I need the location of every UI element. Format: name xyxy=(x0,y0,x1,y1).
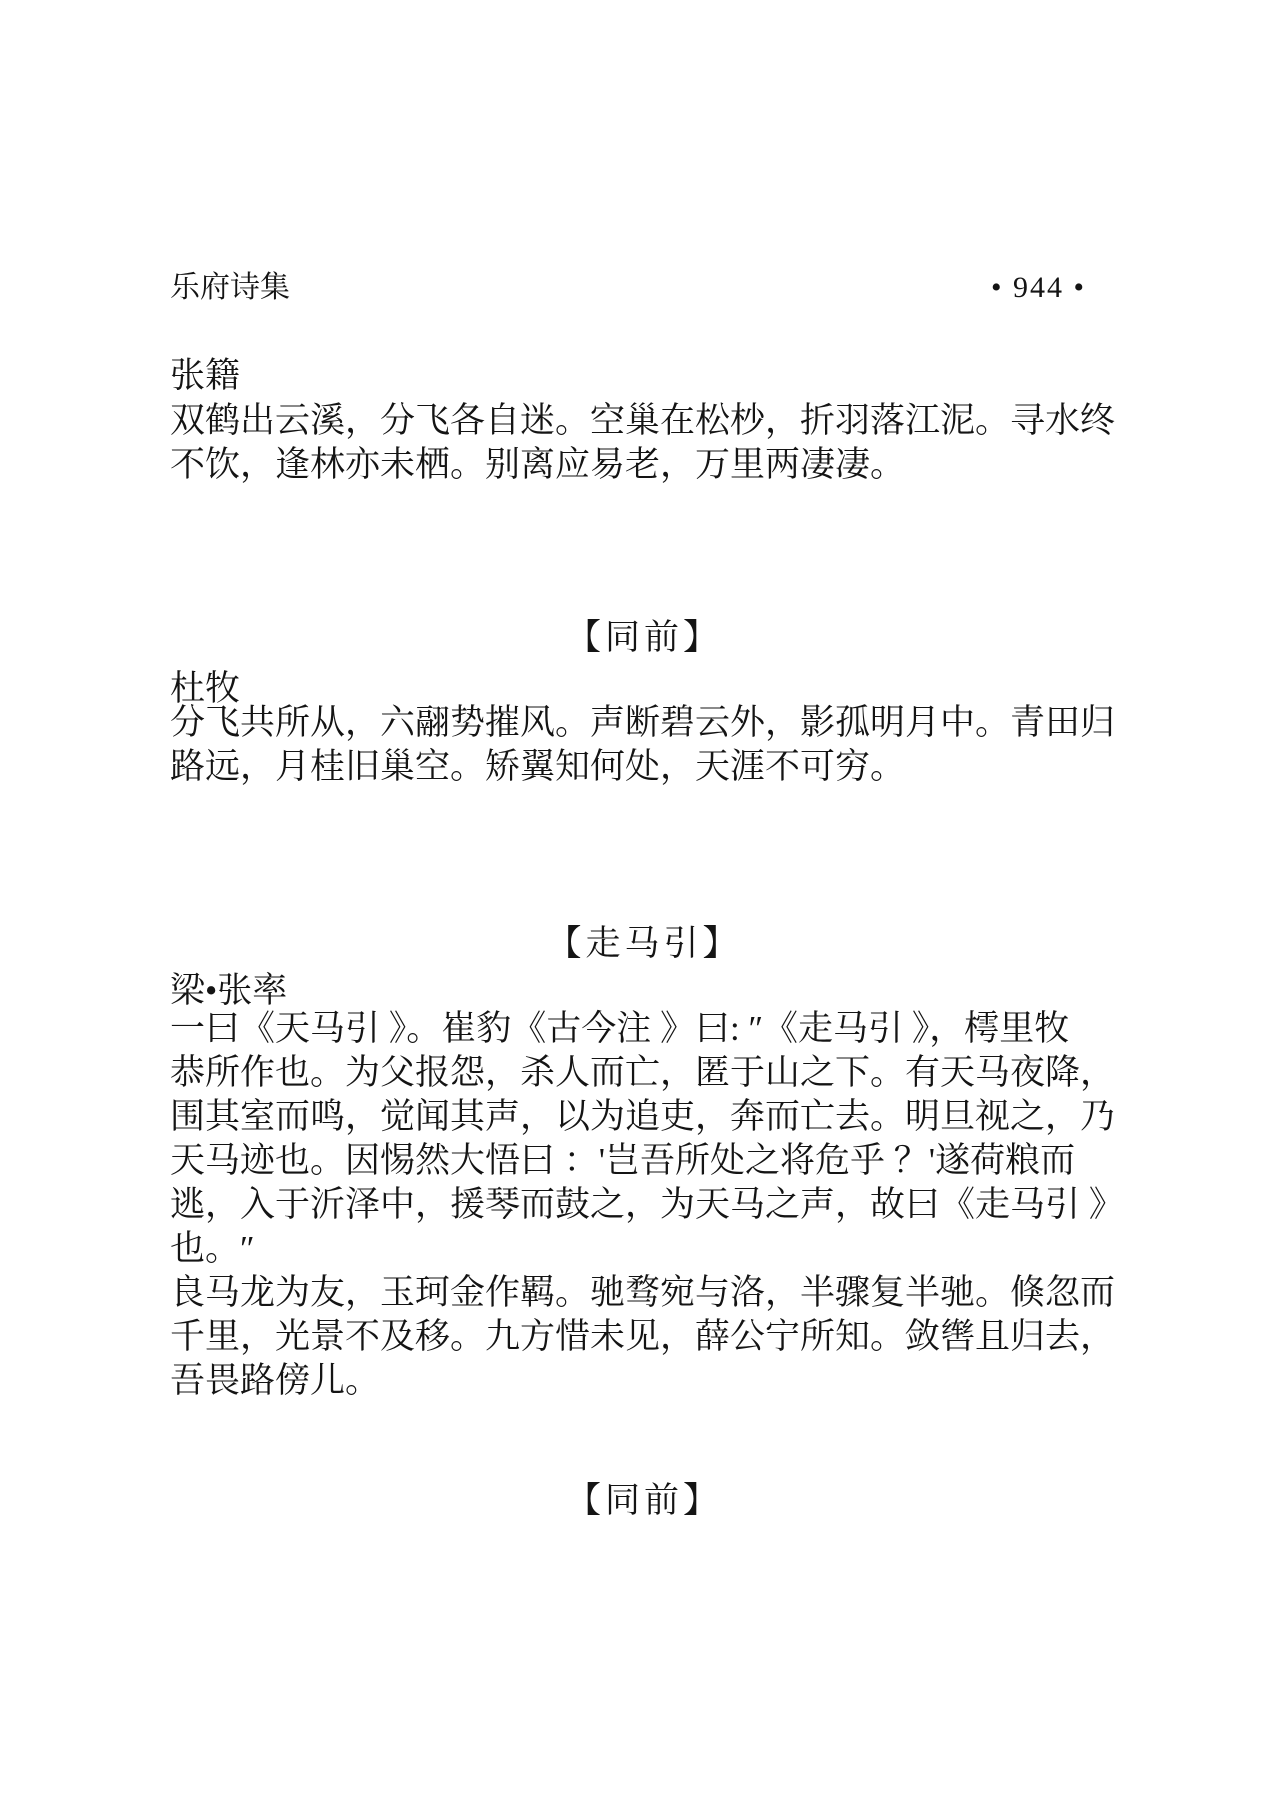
preface-line: 也。″ xyxy=(170,1229,255,1268)
poem1-text xyxy=(170,399,1118,487)
poem3-text xyxy=(170,1271,1118,1403)
preface-line: 天马迹也。因惕然大悟曰 ：'岂吾所处之将危乎 ？'遂荷粮而 xyxy=(170,1141,1076,1180)
section4-heading: 【同前】 xyxy=(565,1481,722,1520)
book-title: 乐府诗集 xyxy=(170,271,290,304)
page-number: • 944 • xyxy=(990,271,1086,304)
poem-line: 千里，光景不及移。九方惜未见，薛公宁所知。敛辔且归去， xyxy=(170,1317,1116,1356)
section2-heading: 【同前】 xyxy=(565,618,722,657)
poem1-author: 张籍 xyxy=(170,356,241,395)
poem-line: 吾畏路傍儿。 xyxy=(170,1361,381,1400)
preface-line: 逃，入于沂泽中，援琴而鼓之，为天马之声，故曰《走马引 》 xyxy=(170,1185,1124,1224)
poem2-author: 杜牧 xyxy=(170,669,241,708)
poem3-preface xyxy=(170,1007,1124,1271)
preface-line: 围其室而鸣，觉闻其声，以为追吏，奔而亡去。明旦视之，乃 xyxy=(170,1097,1116,1136)
poem-line: 路远，月桂旧巢空。矫翼知何处，天涯不可穷。 xyxy=(170,747,906,786)
poem3-author: 梁•张率 xyxy=(170,971,288,1010)
poem2-text xyxy=(170,701,1118,789)
page-header xyxy=(170,268,1118,308)
poem-line: 双鹤出云溪，分飞各自迷。空巢在松杪，折羽落江泥。寻水终 xyxy=(170,401,1116,440)
section3-heading: 【走马引】 xyxy=(546,924,742,963)
poem-line: 良马龙为友，玉珂金作羁。驰骛宛与洛，半骤复半驰。倏忽而 xyxy=(170,1273,1116,1312)
preface-line: 恭所作也。为父报怨，杀人而亡，匿于山之下。有天马夜降， xyxy=(170,1053,1116,1092)
poem-line: 不饮，逢林亦未栖。别离应易老，万里两凄凄。 xyxy=(170,445,906,484)
preface-line: 一曰《天马引 》。崔豹《古今注 》曰: ″《走马引 》，樗里牧 xyxy=(170,1009,1070,1048)
poem-line: 分飞共所从，六翮势摧风。声断碧云外，影孤明月中。青田归 xyxy=(170,703,1116,742)
